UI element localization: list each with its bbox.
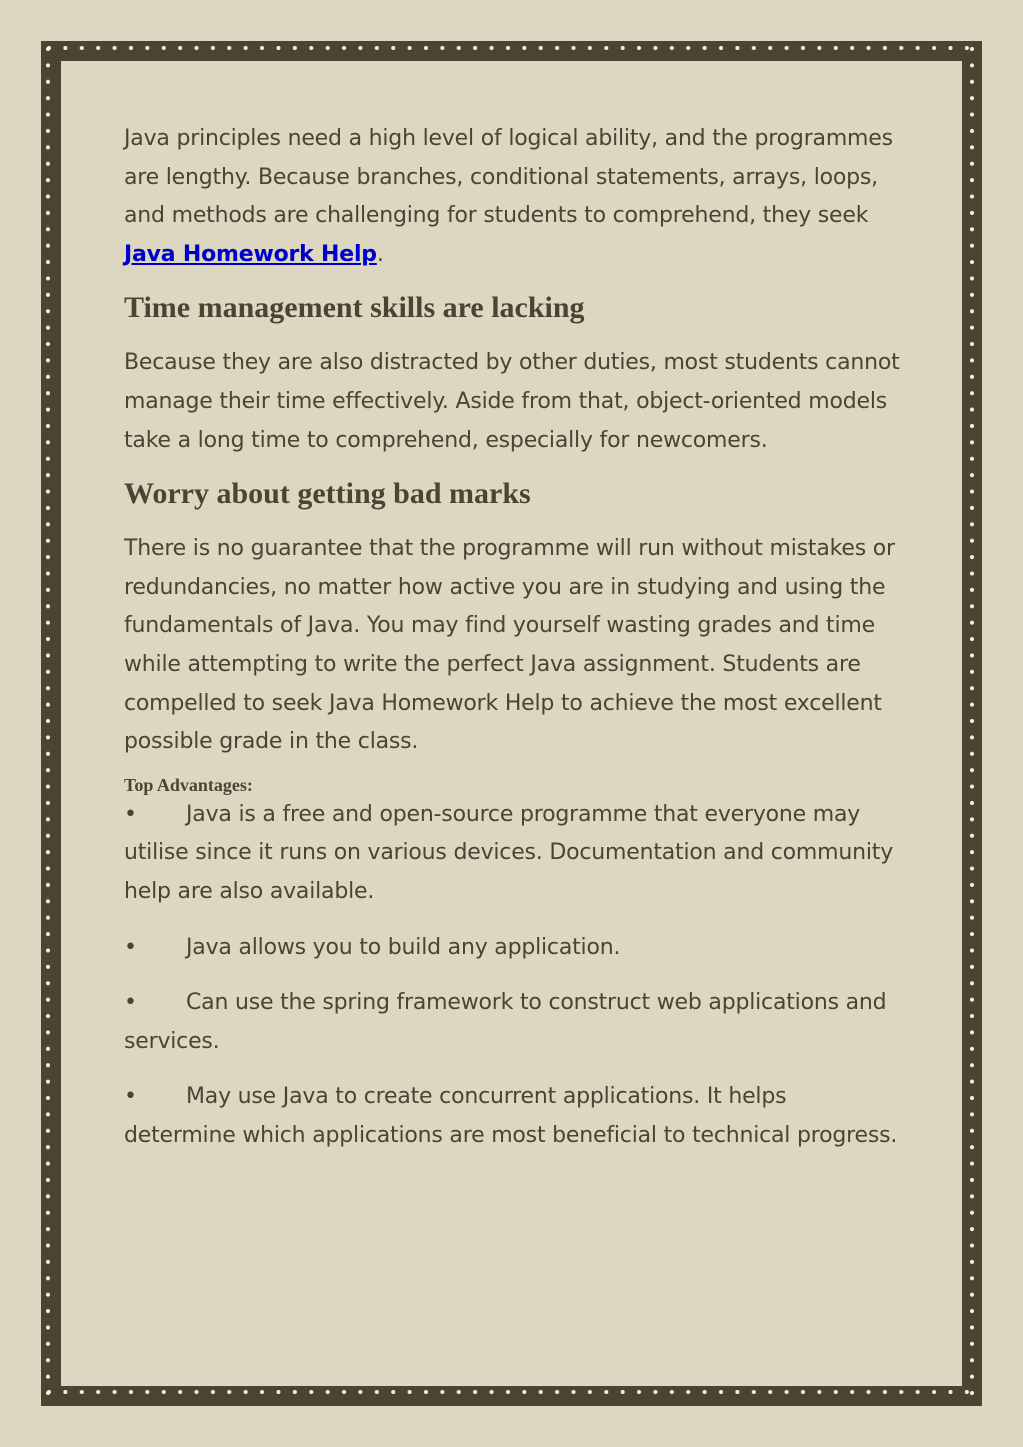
border-dots-bottom [46, 1389, 977, 1395]
advantages-title: Top Advantages: [124, 774, 253, 795]
advantage-text: May use Java to create concurrent applications. It helps determine which applications are most beneficial to technical progress. [124, 1084, 898, 1148]
bullet-icon: • [124, 934, 137, 960]
java-homework-help-link[interactable]: Java Homework Help [124, 241, 377, 267]
document-body [124, 120, 904, 1172]
advantage-item [124, 929, 904, 968]
section-heading-bad-marks: Worry about getting bad marks [124, 477, 531, 511]
bullet-icon: • [124, 990, 137, 1016]
advantage-item [124, 796, 904, 912]
intro-text: Java principles need a high level of logical ability, and the programmes are lengthy. Because branches, conditional statements, arrays, loops, and methods are challenging for students to comprehend, they seek [124, 126, 893, 229]
intro-end: . [376, 241, 384, 267]
border-dots-left [45, 46, 51, 1401]
bullet-icon: • [124, 801, 137, 827]
border-dots-right [969, 46, 975, 1401]
section-body-time-management: Because they are also distracted by other duties, most students cannot manage their time effectively. Aside from that, object-oriented models take a long time to comprehend, especially for newcomers. [124, 350, 900, 453]
intro-paragraph [124, 120, 904, 274]
bullet-icon: • [124, 1084, 137, 1110]
advantage-text: Java is a free and open-source programme that everyone may utilise since it runs on various devices. Documentation and community help are also available. [124, 801, 894, 904]
advantage-item [124, 984, 904, 1061]
advantage-text: Java allows you to build any application. [186, 934, 621, 960]
section-heading-time-management: Time management skills are lacking [124, 291, 585, 325]
advantage-text: Can use the spring framework to construct web applications and services. [124, 990, 887, 1054]
section-body-bad-marks: There is no guarantee that the programme will run without mistakes or redundancies, no matter how active you are in studying and using the fundamentals of Java. You may find yourself wasting grades and time while attempting to write the perfect Java assignment. Students are compelled to seek Java Homework Help to achieve the most excellent possible grade in the class. [124, 536, 895, 755]
border-dots-top [46, 45, 977, 51]
advantage-item [124, 1078, 904, 1155]
